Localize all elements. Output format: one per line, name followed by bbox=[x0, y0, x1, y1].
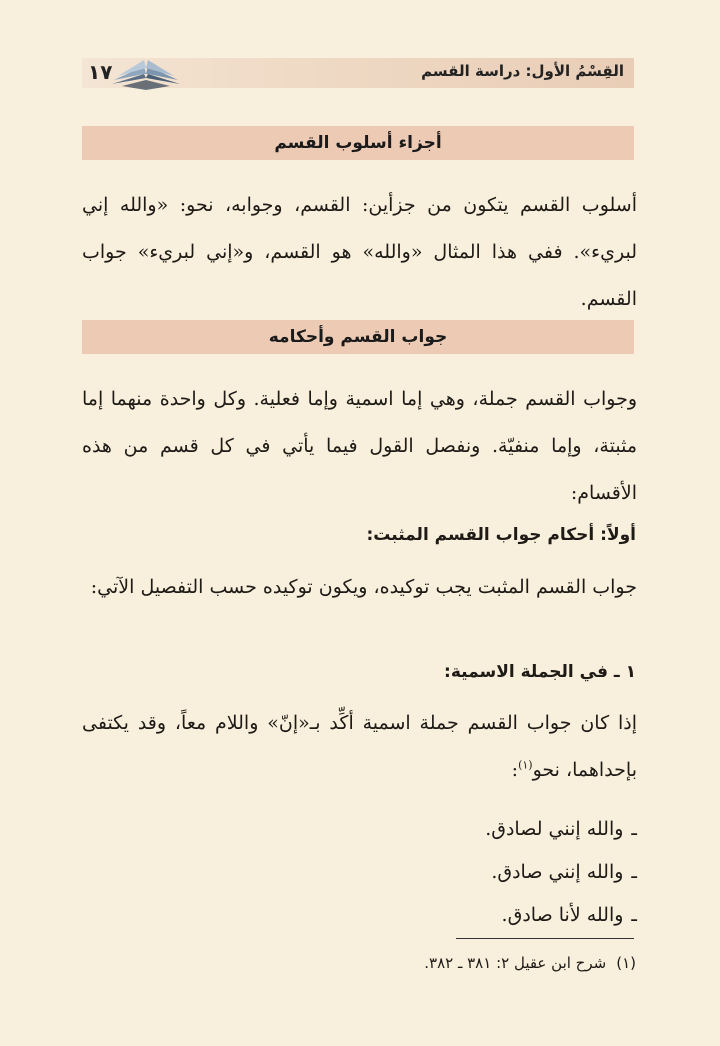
example-text: والله لأنا صادق. bbox=[501, 904, 624, 926]
example-text: والله إنني صادق. bbox=[491, 861, 624, 883]
subheading-nominal-sentence: ١ ـ في الجملة الاسمية: bbox=[444, 662, 636, 682]
footnote bbox=[424, 954, 636, 972]
subheading-affirmed-answer: أولاً: أحكام جواب القسم المثبت: bbox=[366, 525, 636, 545]
section-title-answer: جواب القسم وأحكامه bbox=[268, 327, 448, 347]
example-item bbox=[502, 904, 637, 926]
example-text: والله إنني لصادق. bbox=[485, 818, 624, 840]
section-title-parts: أجزاء أسلوب القسم bbox=[274, 133, 442, 153]
paragraph-nominal-text: إذا كان جواب القسم جملة اسمية أكِّد بـ«إنّ» واللام معاً، وقد يكتفى بإحداهما، نحو bbox=[82, 712, 637, 781]
footnote-separator bbox=[456, 938, 634, 939]
paragraph-affirmed-answer: جواب القسم المثبت يجب توكيده، ويكون توكيده حسب التفصيل الآتي: bbox=[90, 576, 637, 598]
paragraph-answer: وجواب القسم جملة، وهي إما اسمية وإما فعلية. وكل واحدة منهما إما مثبتة، وإما منفيّة. ونفصل القول فيما يأتي في كل قسم من هذه الأقسام: bbox=[82, 388, 637, 504]
footnote-reference: (١) bbox=[518, 758, 533, 772]
paragraph-nominal-end: : bbox=[511, 759, 519, 781]
example-item bbox=[491, 861, 637, 883]
page-number: ١٧ bbox=[88, 60, 113, 84]
example-dash: ـ bbox=[631, 904, 637, 926]
open-book-icon bbox=[108, 54, 184, 94]
paragraph-nominal-sentence bbox=[82, 700, 637, 794]
example-dash: ـ bbox=[631, 818, 637, 840]
example-item bbox=[485, 818, 637, 840]
footnote-text: شرح ابن عقيل ٢: ٣٨١ ـ ٣٨٢. bbox=[424, 954, 607, 972]
example-dash: ـ bbox=[631, 861, 637, 883]
footnote-marker: (١) bbox=[616, 954, 636, 972]
paragraph-parts: أسلوب القسم يتكون من جزأين: القسم، وجوابه، نحو: «والله إني لبريء». ففي هذا المثال «والله» هو القسم، و«إني لبريء» جواب القسم. bbox=[82, 194, 637, 310]
running-header-title: القِسْمُ الأول: دراسة القسم bbox=[421, 62, 624, 80]
